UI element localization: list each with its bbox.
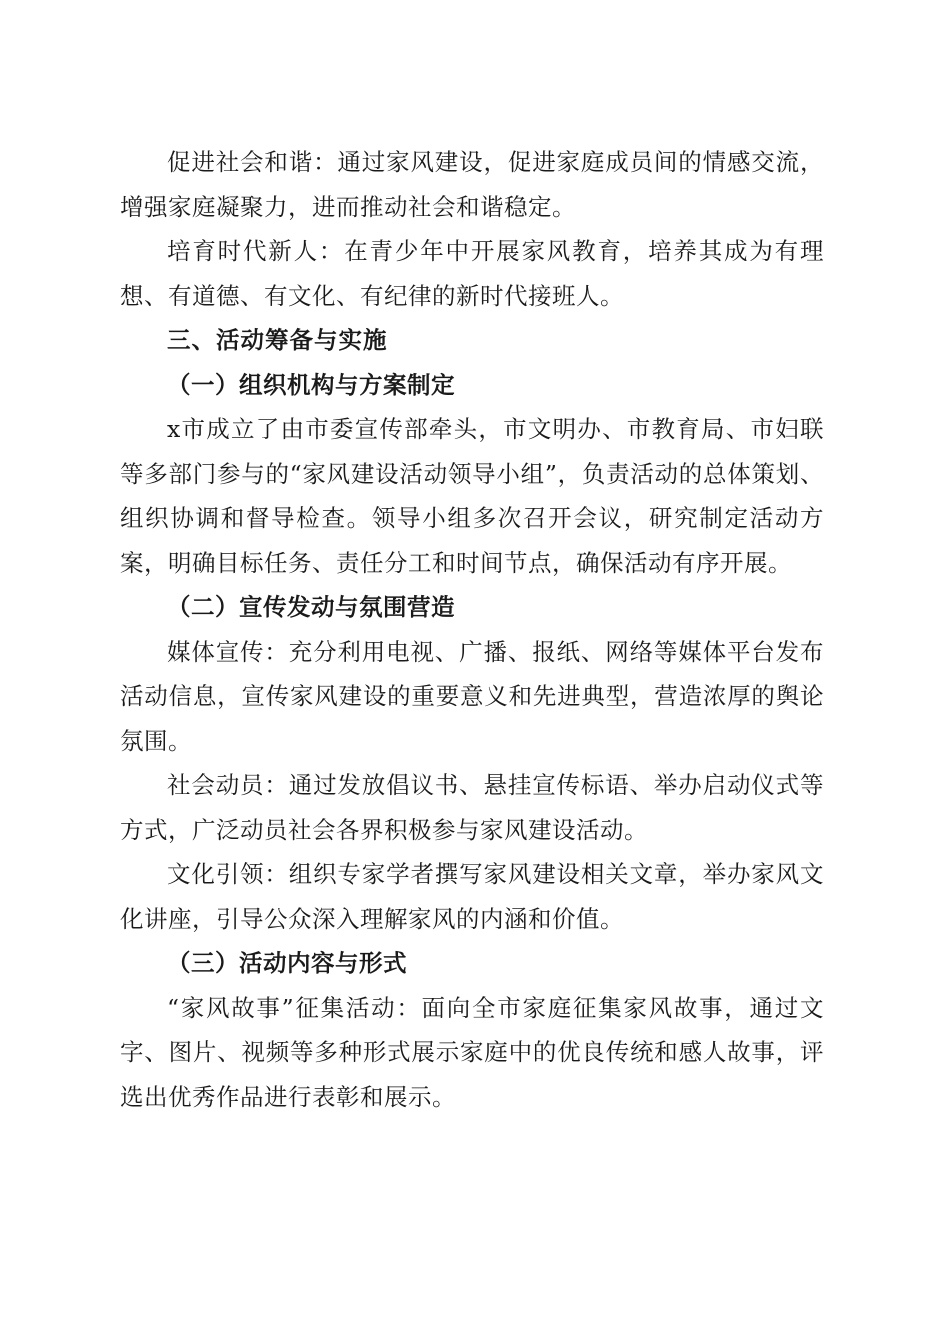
paragraph-social-mobilization: 社会动员：通过发放倡议书、悬挂宣传标语、举办启动仪式等方式，广泛动员社会各界积极参与家风建设活动。: [120, 771, 824, 844]
section-heading-preparation: 三、活动筹备与实施: [167, 326, 388, 354]
paragraph-social-harmony: 促进社会和谐：通过家风建设，促进家庭成员间的情感交流，增强家庭凝聚力，进而推动社会和谐稳定。: [120, 148, 824, 221]
document-page: [120, 140, 824, 1119]
subsection-heading-activities: （三）活动内容与形式: [167, 949, 407, 977]
paragraph-family-stories: “家风故事”征集活动：面向全市家庭征集家风故事，通过文字、图片、视频等多种形式展示家庭中的优良传统和感人故事，评选出优秀作品进行表彰和展示。: [120, 993, 824, 1111]
paragraph-new-generation: 培育时代新人：在青少年中开展家风教育，培养其成为有理想、有道德、有文化、有纪律的新时代接班人。: [120, 237, 824, 310]
paragraph-media-publicity: 媒体宣传：充分利用电视、广播、报纸、网络等媒体平台发布活动信息，宣传家风建设的重要意义和先进典型，营造浓厚的舆论氛围。: [120, 637, 824, 755]
paragraph-leadership-group: x市成立了由市委宣传部牵头，市文明办、市教育局、市妇联等多部门参与的“家风建设活动领导小组”，负责活动的总体策划、组织协调和督导检查。领导小组多次召开会议，研究制定活动方案，明确目标任务、责任分工和时间节点，确保活动有序开展。: [120, 415, 824, 577]
paragraph-cultural-guidance: 文化引领：组织专家学者撰写家风建设相关文章，举办家风文化讲座，引导公众深入理解家风的内涵和价值。: [120, 860, 824, 933]
subsection-heading-organization: （一）组织机构与方案制定: [167, 370, 455, 399]
subsection-heading-publicity: （二）宣传发动与氛围营造: [167, 593, 455, 621]
